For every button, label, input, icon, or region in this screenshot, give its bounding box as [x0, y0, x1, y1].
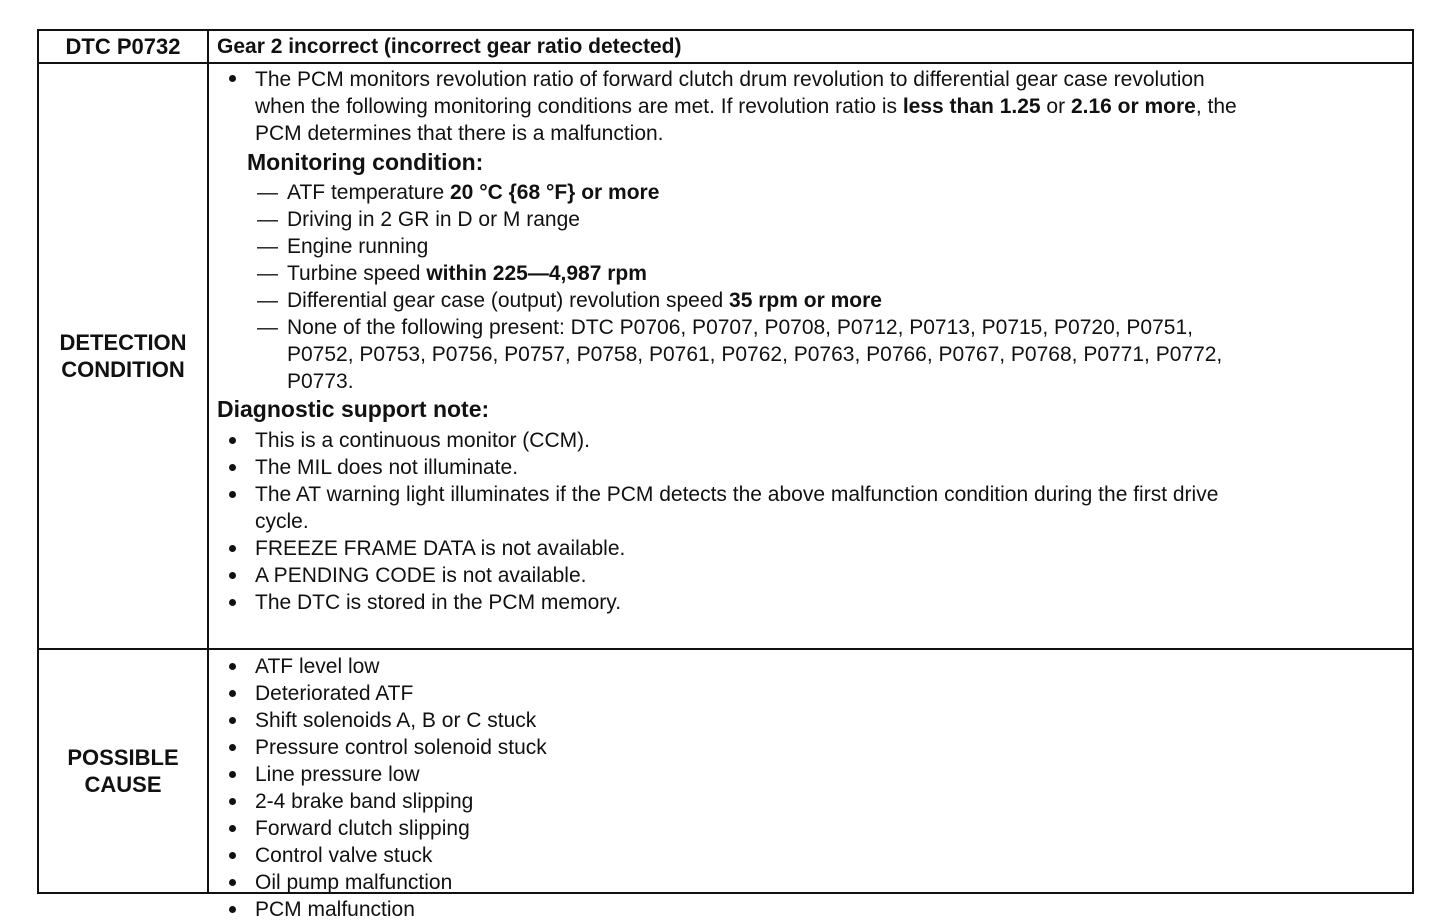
cause-item: Shift solenoids A, B or C stuck [255, 709, 537, 732]
detection-content-cell [211, 64, 1412, 648]
condition-item [287, 179, 659, 206]
condition-text: Differential gear case (output) revolution speed [287, 289, 730, 312]
intro-line2-end: , the [1195, 95, 1237, 118]
header-row [39, 31, 1412, 64]
bullet-icon [229, 599, 236, 606]
dash-icon: — [257, 181, 278, 204]
cause-item: Oil pump malfunction [255, 871, 453, 894]
bullet-icon [229, 464, 236, 471]
support-note: The DTC is stored in the PCM memory. [255, 591, 622, 614]
possible-cause-content-cell [211, 650, 1412, 921]
support-note: A PENDING CODE is not available. [255, 564, 587, 587]
bullet-icon [229, 771, 236, 778]
condition-value: 20 °C {68 °F} or more [450, 181, 660, 204]
none-present-line1: None of the following present: DTC P0706, P0707, P0708, P0712, P0713, P0715, P0720, P0751, [287, 316, 1193, 339]
possible-cause-label-cell [39, 650, 209, 892]
cause-item: 2-4 brake band slipping [255, 790, 474, 813]
support-note-continued: cycle. [255, 510, 309, 533]
possible-cause-label-line2: CAUSE [84, 772, 162, 797]
condition-item [287, 287, 882, 314]
intro-line1: The PCM monitors revolution ratio of forward clutch drum revolution to differential gear case revolution [255, 68, 1205, 91]
dash-icon: — [257, 289, 278, 312]
cause-item: Control valve stuck [255, 844, 433, 867]
bullet-icon [229, 545, 236, 552]
none-present-line3: P0773. [287, 370, 354, 393]
bullet-icon [229, 690, 236, 697]
possible-cause-label-line1: POSSIBLE [67, 745, 179, 770]
possible-cause-row [39, 650, 1412, 921]
bullet-icon [229, 879, 236, 886]
condition-value: 35 rpm or more [729, 289, 882, 312]
cause-item: PCM malfunction [255, 898, 415, 921]
condition-text: Engine running [287, 235, 429, 258]
intro-line2 [255, 93, 1237, 120]
intro-line2-or: or [1040, 95, 1071, 118]
cause-item: Pressure control solenoid stuck [255, 736, 547, 759]
bullet-icon [229, 906, 236, 913]
dtc-title: Gear 2 incorrect (incorrect gear ratio detected) [217, 35, 682, 58]
bullet-icon [229, 572, 236, 579]
bullet-icon [229, 852, 236, 859]
dtc-title-cell [211, 31, 1412, 62]
condition-value: within 225—4,987 rpm [426, 262, 647, 285]
dtc-table [37, 29, 1414, 921]
condition-item [287, 233, 428, 260]
dash-icon: — [257, 316, 278, 339]
support-note: The AT warning light illuminates if the PCM detects the above malfunction condition during the first drive [255, 483, 1219, 506]
ratio-low-threshold: less than 1.25 [902, 95, 1041, 118]
intro-line2-text: when the following monitoring conditions are met. If revolution ratio is [255, 95, 903, 118]
dash-icon: — [257, 208, 278, 231]
support-note: The MIL does not illuminate. [255, 456, 519, 479]
cause-item: ATF level low [255, 655, 380, 678]
bullet-icon [229, 663, 236, 670]
cause-item: Line pressure low [255, 763, 420, 786]
cause-item: Forward clutch slipping [255, 817, 470, 840]
detection-label-cell [39, 64, 209, 648]
dash-icon: — [257, 262, 278, 285]
condition-text: Driving in 2 GR in D or M range [287, 208, 580, 231]
bullet-icon [229, 437, 236, 444]
condition-text: Turbine speed [287, 262, 427, 285]
support-heading: Diagnostic support note: [217, 396, 490, 422]
condition-item [287, 206, 580, 233]
bullet-icon [229, 825, 236, 832]
support-note: FREEZE FRAME DATA is not available. [255, 537, 626, 560]
detection-label-line1: DETECTION [59, 330, 187, 355]
bullet-icon [229, 75, 236, 82]
detection-row [39, 64, 1412, 650]
bullet-icon [229, 744, 236, 751]
monitoring-heading: Monitoring condition: [247, 149, 484, 175]
cause-item: Deteriorated ATF [255, 682, 414, 705]
detection-label-line2: CONDITION [61, 357, 185, 382]
dtc-code: DTC P0732 [65, 34, 181, 59]
condition-text: ATF temperature [287, 181, 450, 204]
support-note: This is a continuous monitor (CCM). [255, 429, 590, 452]
condition-item [287, 260, 647, 287]
dash-icon: — [257, 235, 278, 258]
bullet-icon [229, 717, 236, 724]
intro-line3: PCM determines that there is a malfunction. [255, 122, 664, 145]
ratio-high-threshold: 2.16 or more [1070, 95, 1196, 118]
bullet-icon [229, 491, 236, 498]
none-present-line2: P0752, P0753, P0756, P0757, P0758, P0761, P0762, P0763, P0766, P0767, P0768, P0771, P0772, [287, 343, 1223, 366]
dtc-code-cell [39, 31, 209, 62]
bullet-icon [229, 798, 236, 805]
